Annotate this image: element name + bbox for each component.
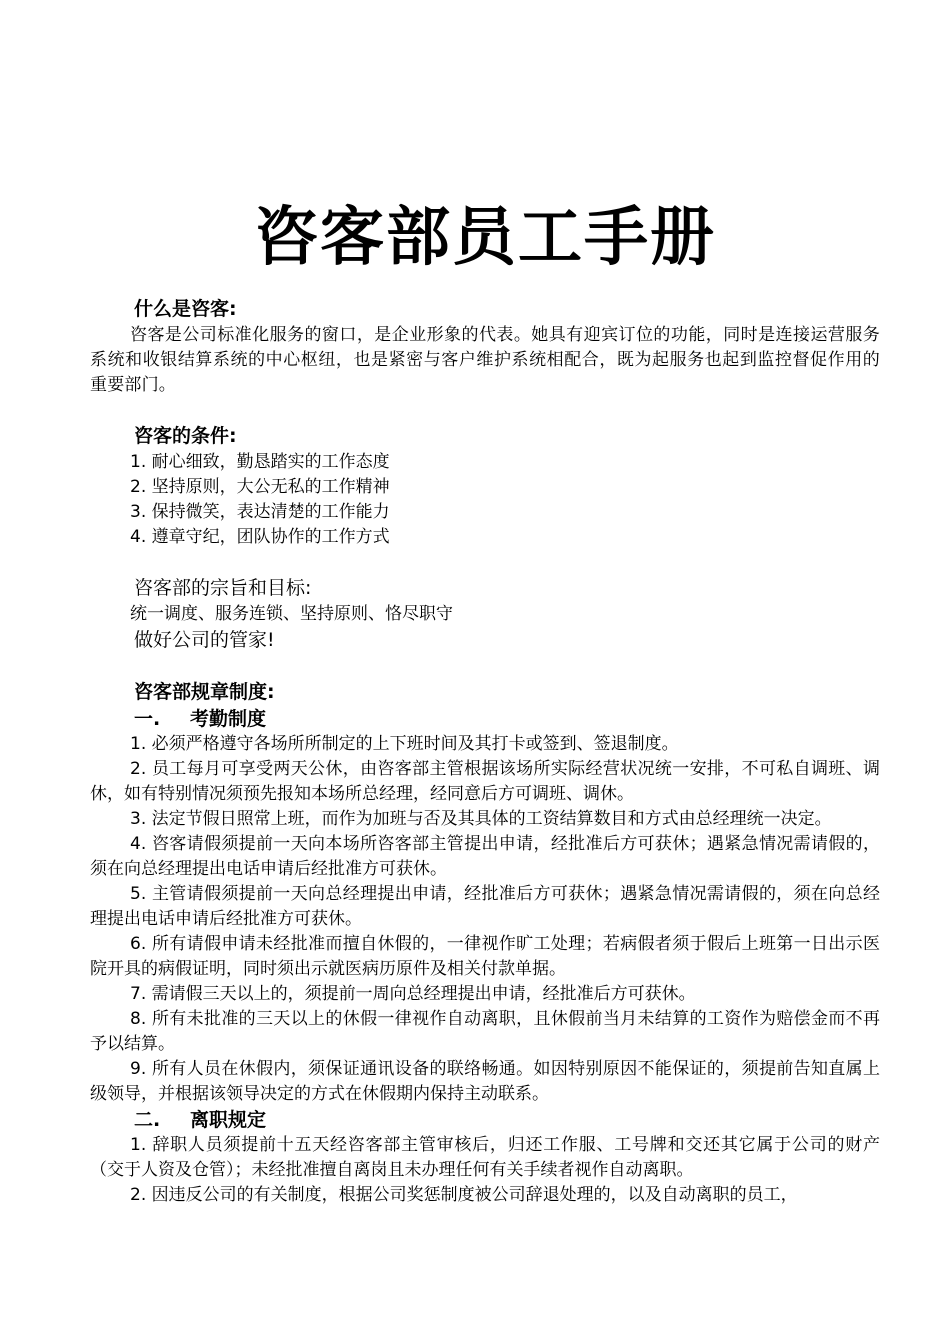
rule-item: 3. 法定节假日照常上班，而作为加班与否及其具体的工资结算数目和方式由总经理统一决定。 [130,809,832,829]
subheading-title: 离职规定 [190,1109,267,1131]
document-body [90,296,880,1208]
rule-item: 8. 所有未批准的三天以上的休假一律视作自动离职，且休假前当月未结算的工资作为赔偿金而不再予以结算。 [90,1009,880,1054]
rule-item: 2. 因违反公司的有关制度，根据公司奖惩制度被公司辞退处理的，以及自动离职的员工， [130,1185,798,1205]
rule-item: 7. 需请假三天以上的，须提前一周向总经理提出申请，经批准后方可获休。 [130,984,696,1004]
list-item: 2. 坚持原则，大公无私的工作精神 [130,477,390,497]
spacer [90,398,880,423]
rule-item: 1. 辞职人员须提前十五天经咨客部主管审核后，归还工作服、工号牌和交还其它属于公司的财产（交于人资及仓管）；未经批准擅自离岗且未办理任何有关手续者视作自动离职。 [90,1135,880,1180]
list-item: 4. 遵章守纪，团队协作的工作方式 [130,527,390,547]
paragraph-what-is-concierge: 咨客是公司标准化服务的窗口，是企业形象的代表。她具有迎宾订位的功能，同时是连接运营服务系统和收银结算系统的中心枢纽，也是紧密与客户维护系统相配合，既为起服务也起到监控督促作用的重要部门。 [90,325,880,395]
rule-item: 4. 咨客请假须提前一天向本场所咨客部主管提出申请，经批准后方可获休；遇紧急情况需请假的，须在向总经理提出电话申请后经批准方可获休。 [90,834,880,879]
subheading-number: 二. [134,1109,161,1131]
subheading-resignation [90,1107,880,1133]
list-item: 1. 耐心细致，勤恳踏实的工作态度 [130,452,390,472]
list-item: 3. 保持微笑，表达清楚的工作能力 [130,502,390,522]
subheading-title: 考勤制度 [190,708,267,730]
rule-item: 2. 员工每月可享受两天公休，由咨客部主管根据该场所实际经营状况统一安排，不可私自调班、调休，如有特别情况须预先报知本场所总经理，经同意后方可调班、调休。 [90,759,880,804]
document-title: 咨客部员工手册 [254,201,716,275]
spacer [90,550,880,575]
heading-conditions: 咨客的条件: [134,425,237,447]
spacer [90,654,880,679]
rule-item: 9. 所有人员在休假内，须保证通讯设备的联络畅通。如因特别原因不能保证的，须提前告知直属上级领导，并根据该领导决定的方式在休假期内保持主动联系。 [90,1059,880,1104]
purpose-line: 做好公司的管家! [134,629,275,651]
rule-item: 1. 必须严格遵守各场所所制定的上下班时间及其打卡或签到、签退制度。 [130,734,679,754]
rule-item: 6. 所有请假申请未经批准而擅自休假的，一律视作旷工处理；若病假者须于假后上班第一日出示医院开具的病假证明，同时须出示就医病历原件及相关付款单据。 [90,934,880,979]
subheading-number: 一. [134,708,161,730]
heading-purpose: 咨客部的宗旨和目标: [134,577,312,599]
subheading-attendance [90,706,880,732]
rule-item: 5. 主管请假须提前一天向总经理提出申请，经批准后方可获休；遇紧急情况需请假的，须在向总经理提出电话申请后经批准方可获休。 [90,884,880,929]
heading-what-is-concierge: 什么是咨客: [134,298,237,320]
heading-rules: 咨客部规章制度: [134,681,275,703]
purpose-line: 统一调度、服务连锁、坚持原则、恪尽职守 [130,604,453,624]
